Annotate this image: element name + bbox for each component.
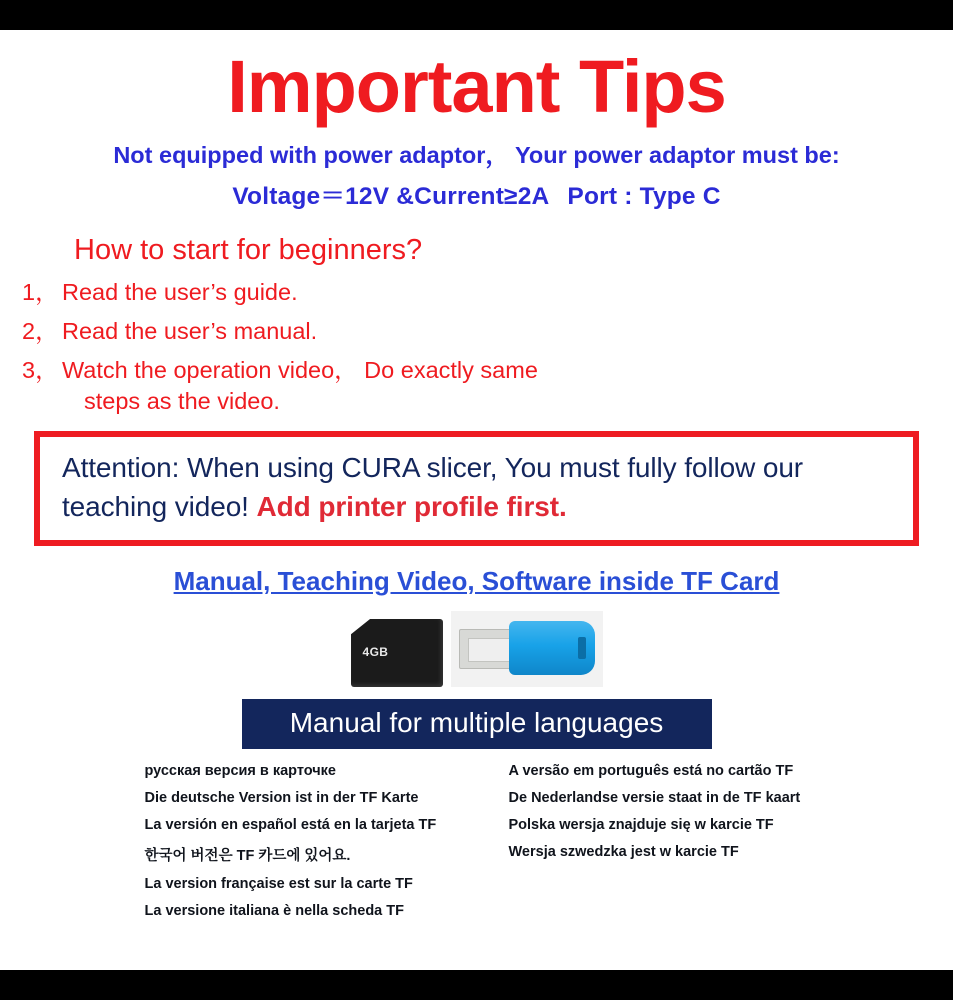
manual-resources-link[interactable]: Manual, Teaching Video, Software inside TF Card [173, 565, 780, 596]
step-text: Read the user’s guide. [62, 279, 298, 306]
list-item: La version française est sur la carte TF [144, 875, 413, 892]
attention-main: Attention: When using CURA slicer, You must fully follow our teaching video! [62, 452, 804, 522]
power-adaptor-spec [0, 177, 953, 212]
media-images-row [0, 611, 953, 687]
list-item [0, 355, 953, 417]
step-number: 1， [22, 279, 59, 306]
language-column-right [509, 763, 809, 919]
attention-highlight: Add printer profile first. [256, 490, 567, 522]
list-item [0, 277, 953, 308]
step-number: 2， [22, 318, 59, 345]
language-columns [0, 763, 953, 919]
step-number: 3， [22, 357, 59, 384]
usb-connector [459, 629, 517, 669]
list-item: La versione italiana è nella scheda TF [144, 902, 404, 919]
usb-body [509, 621, 595, 675]
list-item: Polska wersja znajduje się w karcie TF [508, 816, 774, 833]
adaptor-port: Port : Type C [567, 183, 721, 211]
list-item: A versão em português está no cartão TF [508, 762, 794, 779]
power-adaptor-note [0, 140, 953, 172]
multi-language-banner: Manual for multiple languages [242, 699, 712, 749]
tf-card-icon [351, 619, 443, 687]
attention-box [34, 431, 919, 545]
adaptor-note-separator: ， [485, 141, 509, 168]
tf-card-capacity-label: 4GB [362, 644, 389, 659]
adaptor-note-part2: Your power adaptor must be: [515, 141, 840, 168]
list-item [0, 316, 953, 347]
list-item: La versión en español está en la tarjeta TF [144, 816, 437, 833]
list-item: Die deutsche Version ist in der TF Karte [144, 789, 419, 806]
page-title: Important Tips [227, 45, 726, 128]
beginners-heading: How to start for beginners? [74, 234, 423, 267]
list-item: De Nederlandse versie staat in de TF kaart [508, 789, 801, 806]
adaptor-voltage-current: Voltage＝12V &Current≥2A [232, 183, 550, 211]
tips-page [0, 30, 953, 970]
language-column-left [145, 763, 445, 919]
list-item: русская версия в карточке [144, 762, 336, 779]
list-item: 한국어 버전은 TF 카드에 있어요. [144, 847, 351, 864]
beginner-steps-list [0, 277, 953, 417]
step-text-continued: steps as the video. [84, 388, 280, 415]
adaptor-note-part1: Not equipped with power adaptor [113, 141, 486, 168]
step-text: Watch the operation video， Do exactly same [62, 357, 538, 384]
usb-drive-icon [451, 611, 603, 687]
attention-text [62, 449, 897, 525]
step-text: Read the user’s manual. [62, 318, 318, 345]
list-item: Wersja szwedzka jest w karcie TF [508, 843, 739, 860]
